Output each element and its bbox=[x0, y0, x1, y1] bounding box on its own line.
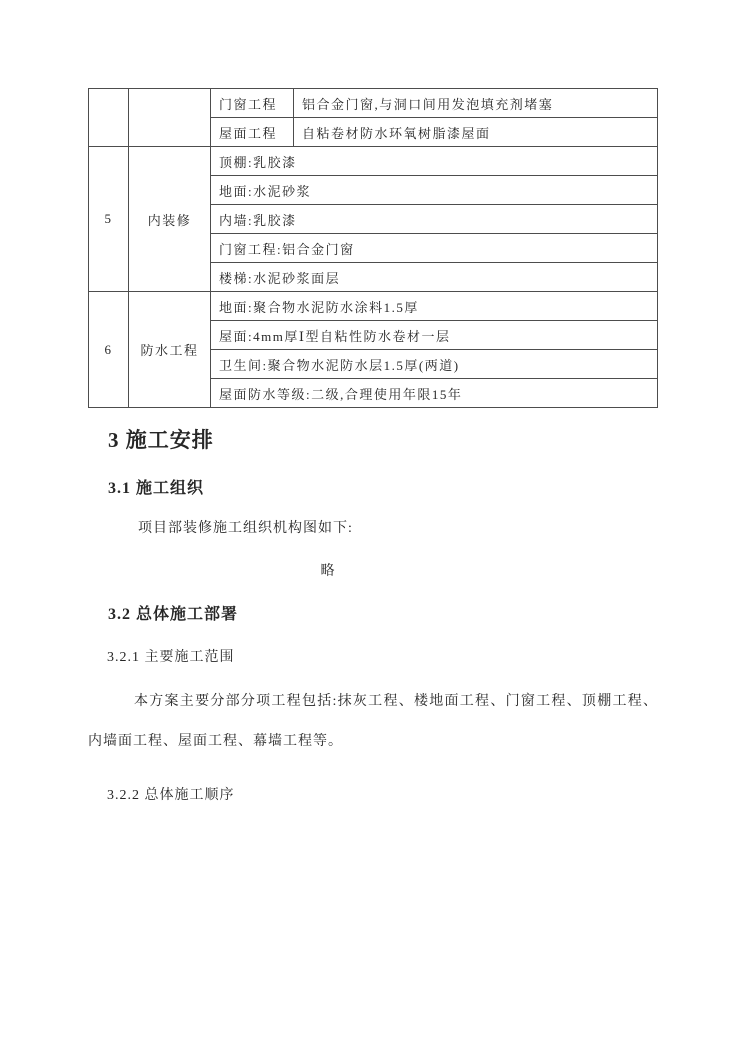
table-row bbox=[89, 292, 658, 321]
para-organization-intro: 项目部装修施工组织机构图如下: bbox=[138, 521, 353, 536]
waterproof-spec-cell: 地面:聚合物水泥防水涂料1.5厚 bbox=[211, 292, 658, 321]
spec-summary-table bbox=[88, 88, 658, 408]
empty-number-cell bbox=[89, 89, 129, 147]
finish-spec-cell: 内墙:乳胶漆 bbox=[211, 205, 658, 234]
table-row bbox=[89, 89, 658, 118]
waterproof-spec-cell: 屋面:4mm厚Ⅰ型自粘性防水卷材一层 bbox=[211, 321, 658, 350]
finish-spec-cell: 地面:水泥砂浆 bbox=[211, 176, 658, 205]
item-category-cell: 防水工程 bbox=[129, 292, 211, 408]
waterproof-spec-cell: 卫生间:聚合物水泥防水层1.5厚(两道) bbox=[211, 350, 658, 379]
subheading-3-2-1: 3.2.1 主要施工范围 bbox=[107, 650, 235, 665]
para-main-scope: 本方案主要分部分项工程包括:抹灰工程、楼地面工程、门窗工程、顶棚工程、内墙面工程、屋面工程、幕墙工程等。 bbox=[88, 694, 658, 749]
empty-category-cell bbox=[129, 89, 211, 147]
item-number-cell: 6 bbox=[89, 292, 129, 408]
item-number-cell: 5 bbox=[89, 147, 129, 292]
item-category-cell: 内装修 bbox=[129, 147, 211, 292]
finish-spec-cell: 顶棚:乳胶漆 bbox=[211, 147, 658, 176]
heading-section-3: 3 施工安排 bbox=[108, 428, 214, 452]
table-row bbox=[89, 147, 658, 176]
omitted-placeholder: 略 bbox=[320, 564, 336, 579]
work-type-cell: 门窗工程 bbox=[211, 89, 294, 118]
work-type-cell: 屋面工程 bbox=[211, 118, 294, 147]
work-desc-cell: 铝合金门窗,与洞口间用发泡填充剂堵塞 bbox=[294, 89, 658, 118]
work-desc-cell: 自粘卷材防水环氧树脂漆屋面 bbox=[294, 118, 658, 147]
waterproof-spec-cell: 屋面防水等级:二级,合理使用年限15年 bbox=[211, 379, 658, 408]
heading-3-1: 3.1 施工组织 bbox=[108, 480, 205, 497]
finish-spec-cell: 门窗工程:铝合金门窗 bbox=[211, 234, 658, 263]
subheading-3-2-2: 3.2.2 总体施工顺序 bbox=[107, 788, 235, 803]
page-content bbox=[88, 88, 658, 804]
finish-spec-cell: 楼梯:水泥砂浆面层 bbox=[211, 263, 658, 292]
heading-3-2: 3.2 总体施工部署 bbox=[108, 606, 239, 623]
